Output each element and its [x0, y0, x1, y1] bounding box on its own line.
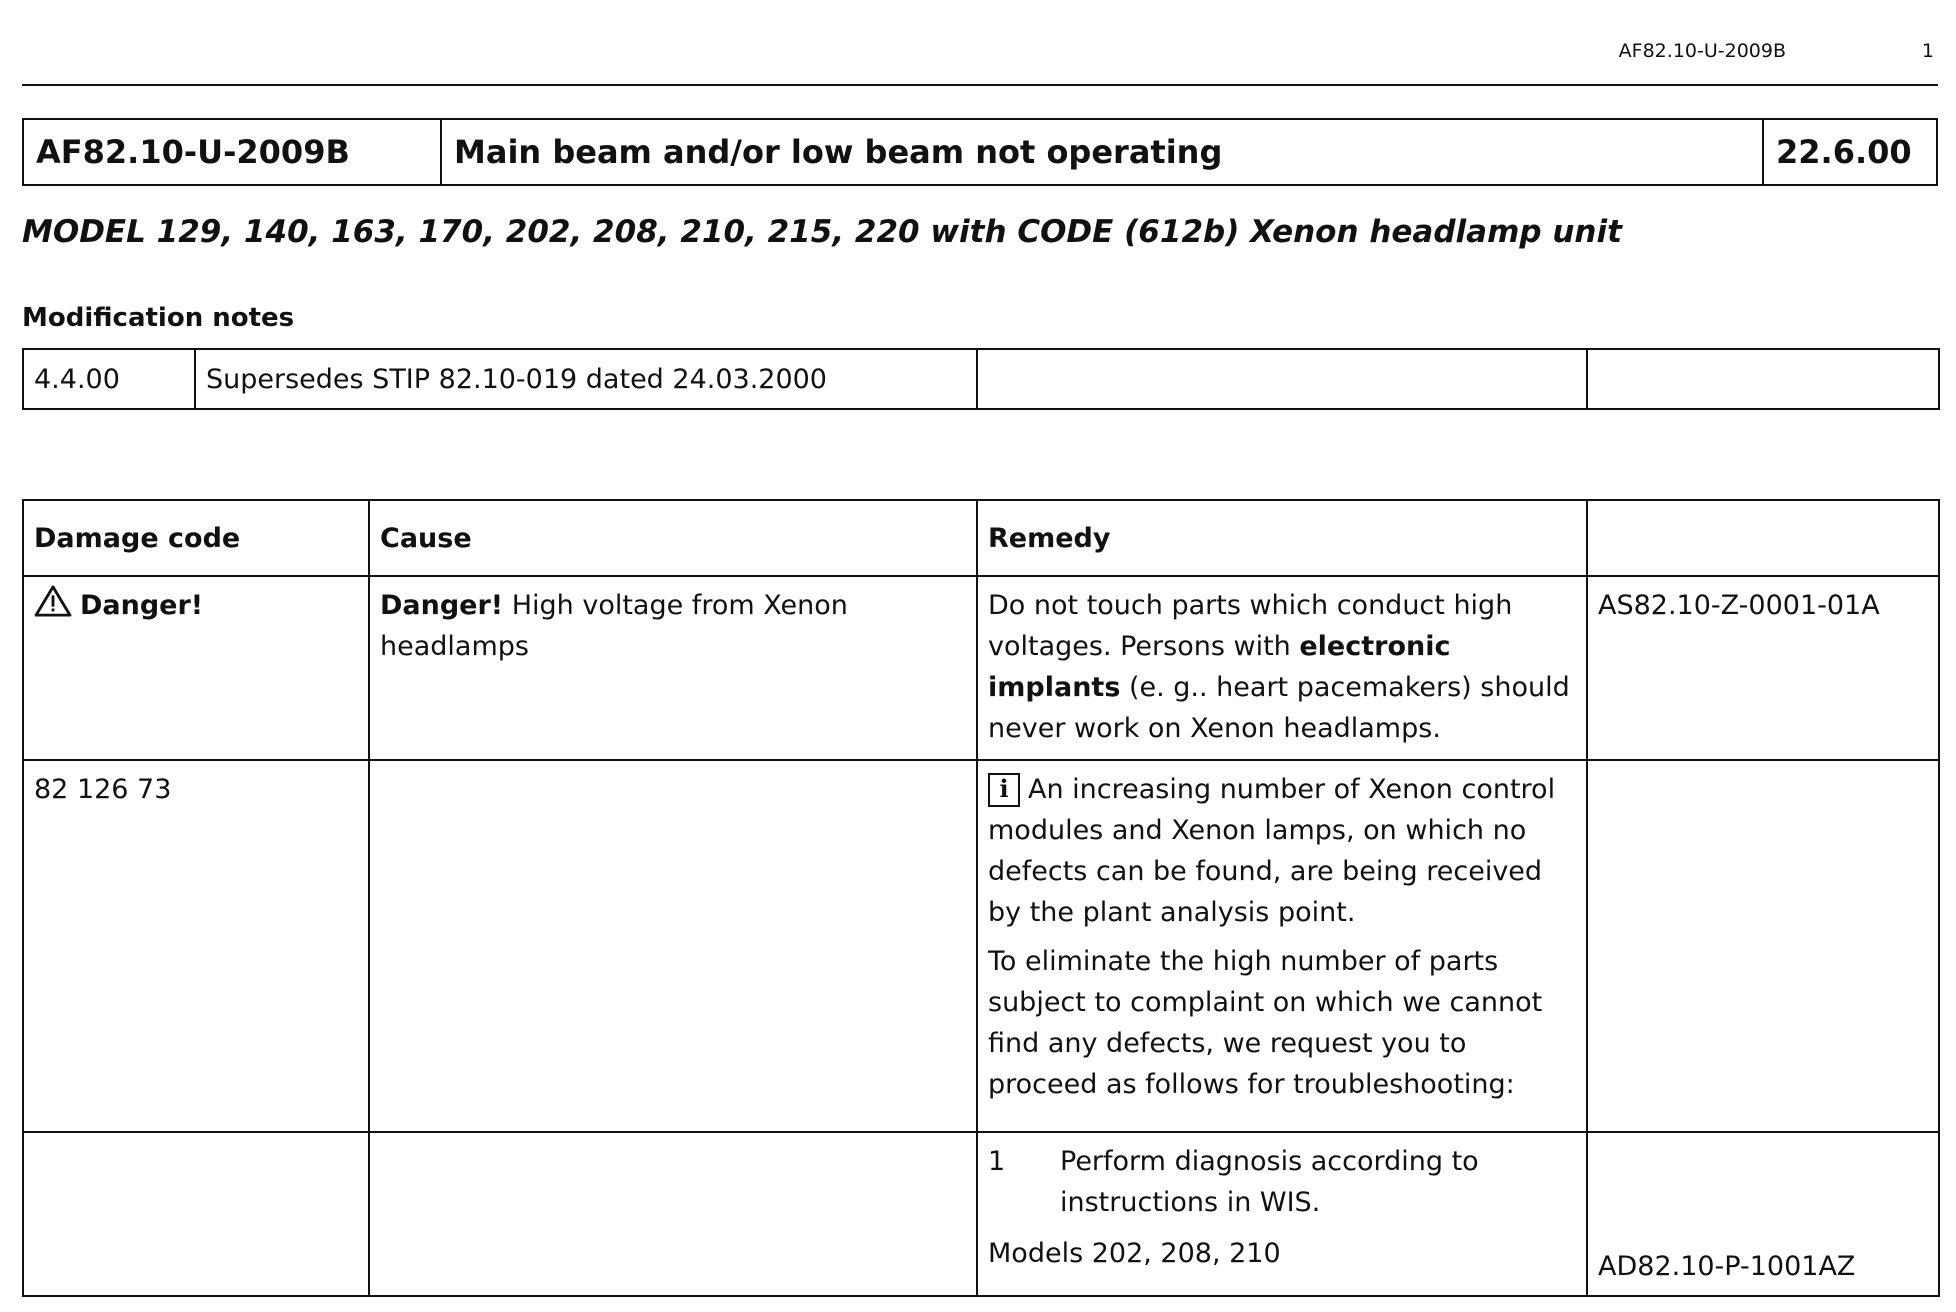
danger-reference: AS82.10-Z-0001-01A: [1587, 576, 1939, 760]
info-paragraph: [988, 769, 1576, 933]
title-date: 22.6.00: [1776, 133, 1912, 171]
header-reference: [1587, 500, 1939, 576]
damage-code-reference: [1587, 760, 1939, 1132]
title-doc-code: AF82.10-U-2009B: [24, 120, 442, 184]
table-row-danger: [23, 576, 1939, 760]
modification-note: Supersedes STIP 82.10-019 dated 24.03.2000: [195, 349, 977, 409]
header-damage-code: Damage code: [23, 500, 369, 576]
modification-date: 4.4.00: [23, 349, 195, 409]
warning-triangle-icon: [34, 585, 72, 617]
step-text: Perform diagnosis according to instructions in WIS.: [1060, 1146, 1479, 1218]
step-damage-code: [23, 1132, 369, 1296]
step-cause: [369, 1132, 977, 1296]
table-row-step: [23, 1132, 1939, 1296]
models-line: Models 202, 208, 210: [988, 1238, 1281, 1269]
danger-remedy-text-1: Do not touch parts which conduct high voltages. Persons with: [988, 590, 1513, 662]
danger-remedy-text-2: (e. g.. heart pacemakers) should never work on Xenon headlamps.: [988, 672, 1570, 744]
damage-code-cause: [369, 760, 977, 1132]
header-cause: Cause: [369, 500, 977, 576]
step-item: [988, 1141, 1576, 1223]
modification-notes-heading: Modification notes: [22, 303, 295, 333]
danger-cause-bold: Danger!: [380, 590, 504, 621]
info-icon: i: [988, 773, 1020, 807]
step-remedy: [977, 1132, 1587, 1296]
danger-cause: [369, 576, 977, 760]
header-doc-id: AF82.10-U-2009B: [1618, 40, 1786, 62]
damage-code-remedy: [977, 760, 1587, 1132]
step-number: 1: [988, 1146, 1006, 1177]
model-line: MODEL 129, 140, 163, 170, 202, 208, 210, 215, 220 with CODE (612b) Xenon headlamp unit: [22, 214, 1622, 250]
modification-col3: [977, 349, 1587, 409]
danger-remedy: [977, 576, 1587, 760]
step-reference: AD82.10-P-1001AZ: [1587, 1132, 1939, 1296]
title-box: [22, 118, 1938, 186]
danger-label: Danger!: [80, 590, 204, 621]
page-number: 1: [1921, 40, 1934, 62]
modification-col4: [1587, 349, 1939, 409]
remedy-paragraph-2: To eliminate the high number of parts subject to complaint on which we cannot find any defects, we request you to proceed as follows for troubleshooting:: [988, 946, 1543, 1100]
danger-cause-text: High voltage from Xenon headlamps: [380, 590, 848, 662]
remedy-paragraph-1: An increasing number of Xenon control modules and Xenon lamps, on which no defects can be found, are being received by the plant analysis point.: [988, 774, 1556, 928]
danger-cell: [23, 576, 369, 760]
modification-row: [23, 349, 1939, 409]
modification-notes-table: [22, 348, 1940, 410]
danger-remedy-bold: electronic implants: [988, 631, 1451, 703]
table-row-damage-code: [23, 760, 1939, 1132]
page-title: Main beam and/or low beam not operating: [442, 120, 1764, 184]
table-header-row: [23, 500, 1939, 576]
header-remedy: Remedy: [977, 500, 1587, 576]
damage-table: [22, 499, 1940, 1297]
damage-code-value: 82 126 73: [23, 760, 369, 1132]
page-header: [22, 40, 1938, 86]
